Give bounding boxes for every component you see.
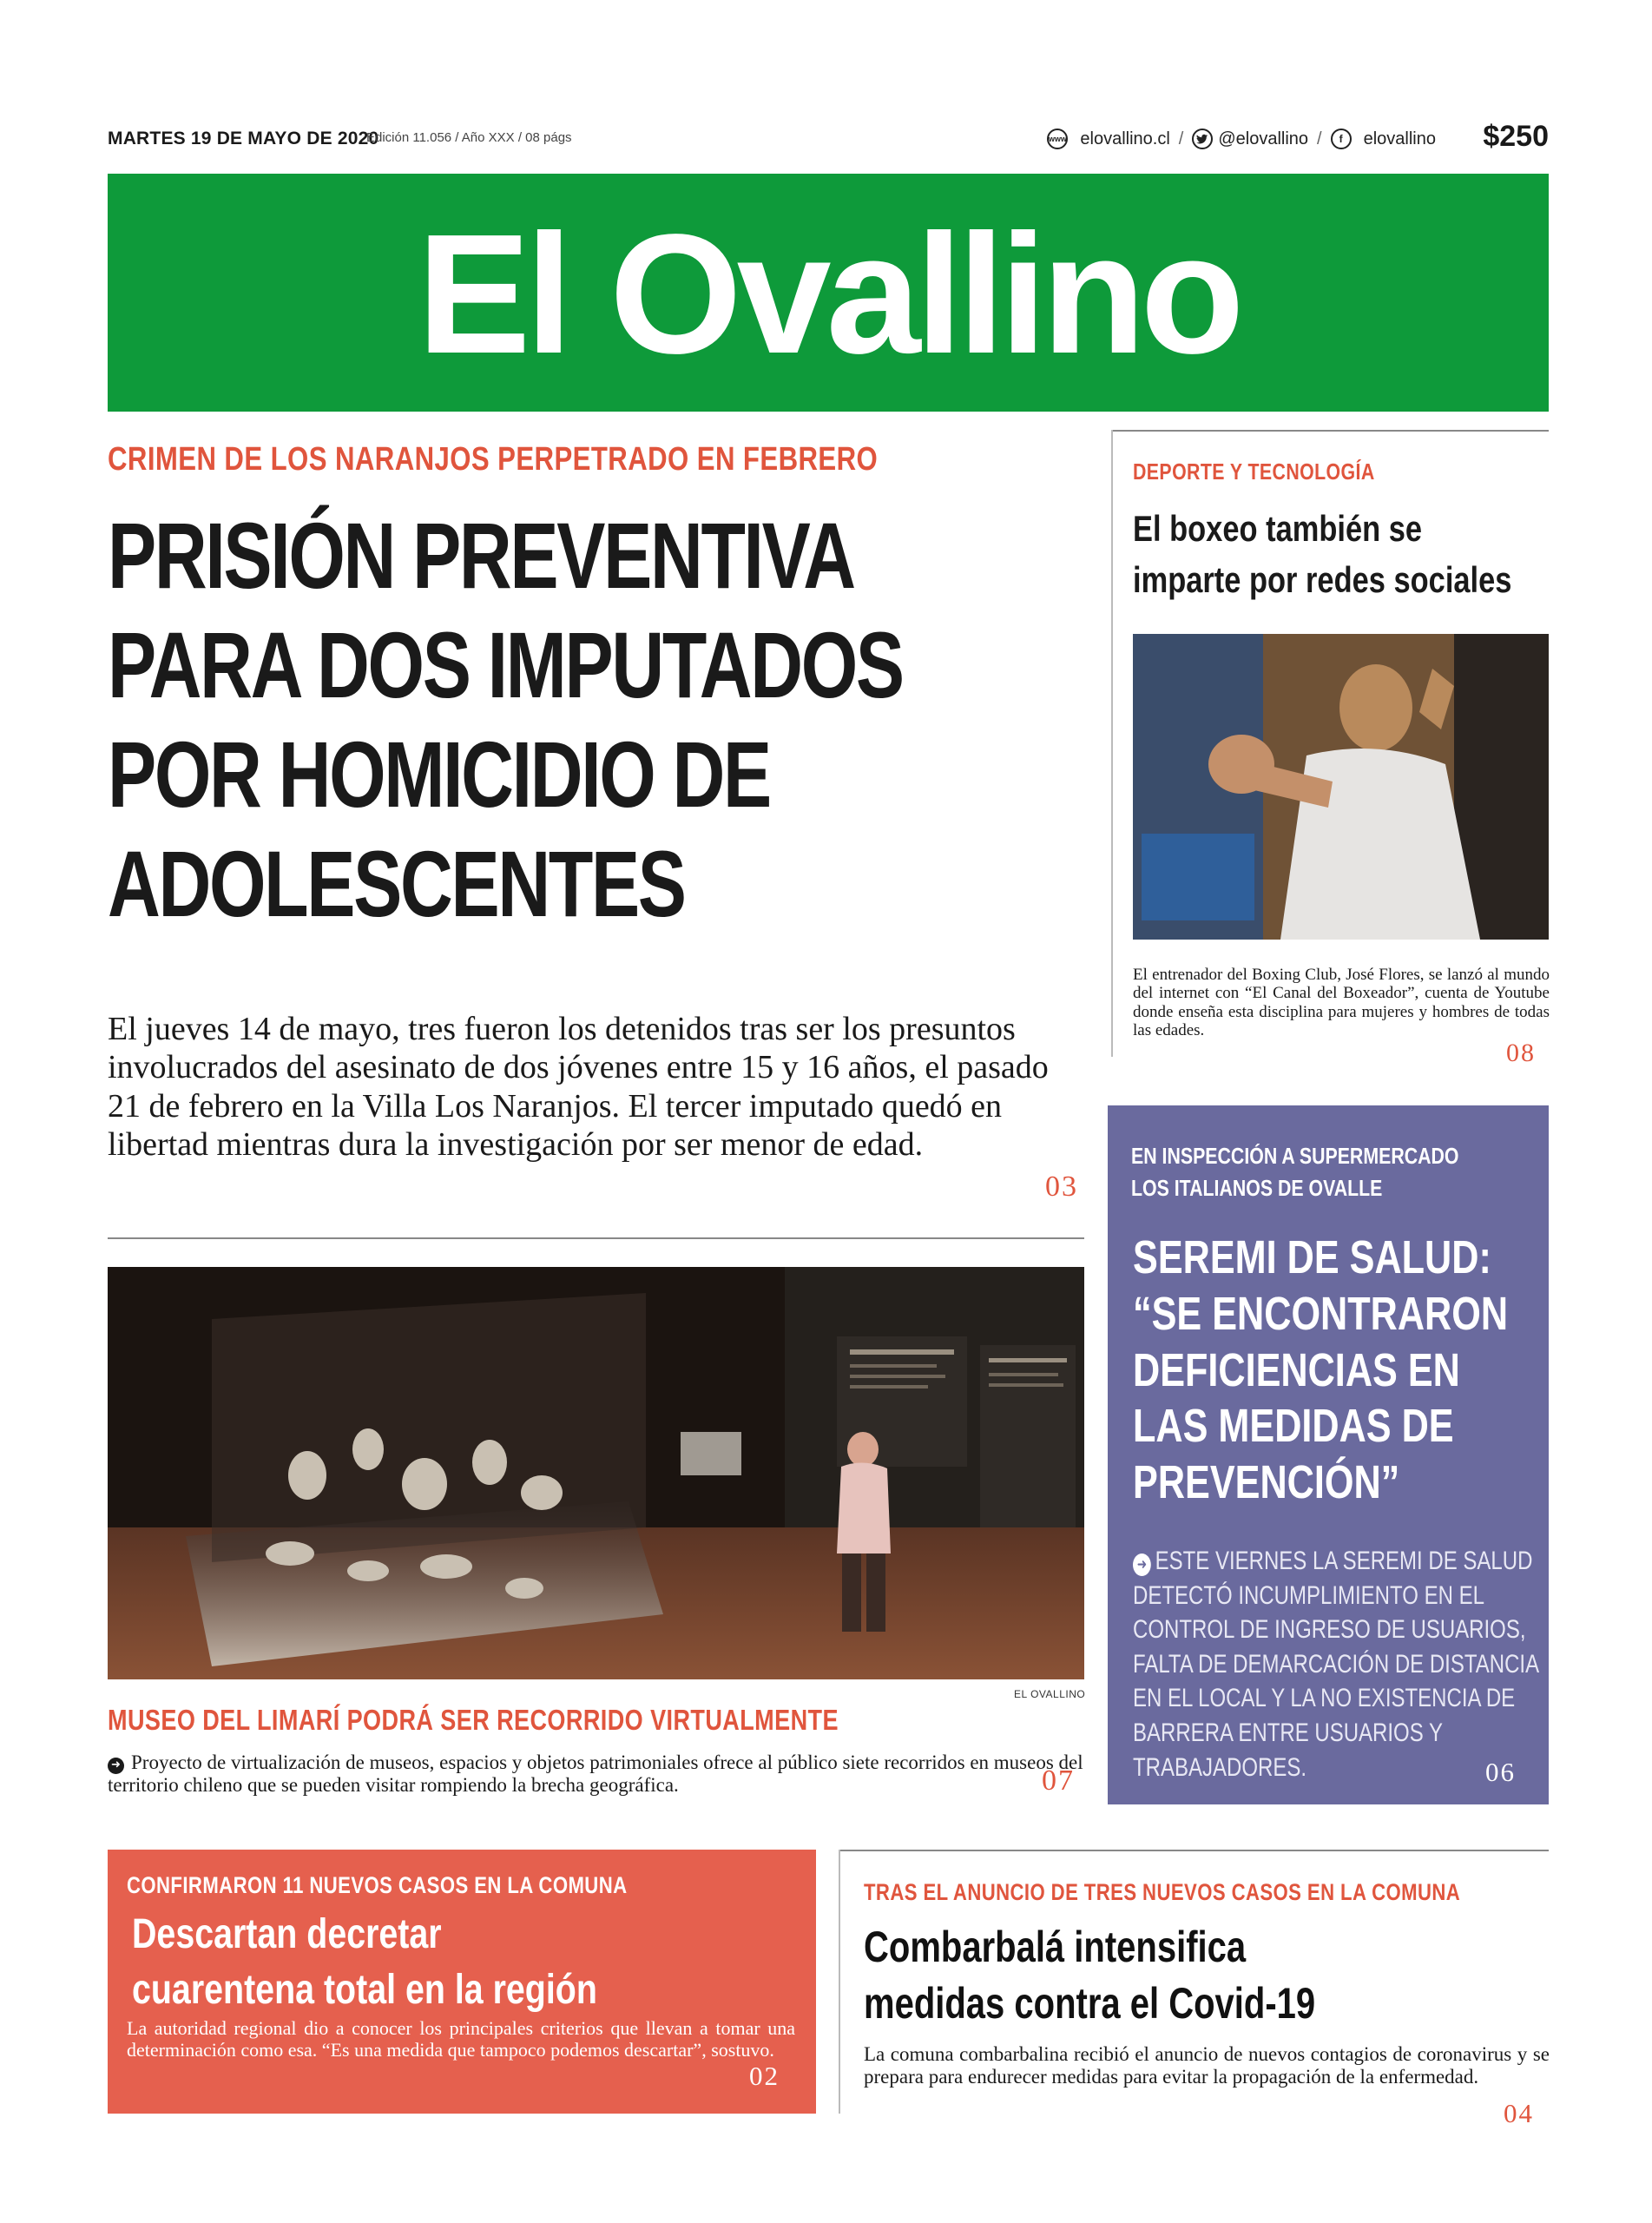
combarbala-kicker: TRAS EL ANUNCIO DE TRES NUEVOS CASOS EN LA COMUNA (864, 1879, 1461, 1905)
separator: / (1178, 129, 1184, 148)
boxing-page-ref[interactable]: 08 (1506, 1039, 1536, 1067)
headline-line: cuarentena total en la región (132, 1967, 597, 2014)
headline-line: DEFICIENCIAS EN (1133, 1343, 1460, 1396)
photo-credit: EL OVALLINO (1014, 1688, 1086, 1700)
headline-line: Combarbalá intensifica (864, 1923, 1247, 1971)
seremi-page-ref[interactable]: 06 (1485, 1757, 1516, 1787)
museum-page-ref[interactable]: 07 (1042, 1765, 1075, 1797)
seremi-kicker (1131, 1140, 1530, 1204)
headline-line: ADOLESCENTES (108, 831, 685, 936)
divider (1113, 430, 1549, 432)
website-link[interactable]: elovallino.cl (1080, 129, 1170, 148)
issue-date: MARTES 19 DE MAYO DE 2020 (108, 129, 379, 148)
separator: / (1317, 129, 1322, 148)
lead-kicker: CRIMEN DE LOS NARANJOS PERPETRADO EN FEBRERO (108, 441, 879, 478)
kicker-line: EN INSPECCIÓN A SUPERMERCADO (1131, 1143, 1459, 1169)
facebook-handle[interactable]: elovallino (1363, 129, 1436, 148)
boxing-kicker: DEPORTE Y TECNOLOGÍA (1133, 458, 1375, 485)
quarantine-body: La autoridad regional dio a conocer los principales criterios que llevan a tomar una determinación como esa. “Es una medida que tampoco podemos descartar”, sostuvo. (127, 2017, 795, 2061)
cover-price: $250 (1483, 120, 1549, 153)
boxing-photo (1133, 634, 1549, 940)
headline-line: medidas contra el Covid-19 (864, 1979, 1316, 2028)
globe-icon: www (1047, 129, 1068, 149)
headline-line: El boxeo también se (1133, 508, 1423, 549)
museum-body: Proyecto de virtualización de museos, espacios y objetos patrimoniales ofrece al público siete recorridos en museos del territorio chileno que se pueden visitar rompiendo la brecha geográfica. (108, 1751, 1083, 1796)
divider (1111, 430, 1113, 1057)
divider (108, 1237, 1084, 1239)
arrow-right-icon: ➜ (1133, 1553, 1151, 1576)
headline-line: PARA DOS IMPUTADOS (108, 612, 903, 717)
divider (840, 1850, 1549, 1851)
combarbala-body: La comuna combarbalina recibió el anuncio de nuevos contagios de coronavirus y se prepara para endurecer medidas para evitar la propagación de la enfermedad. (864, 2043, 1550, 2088)
seremi-headline[interactable] (1133, 1230, 1522, 1511)
social-links (1047, 129, 1436, 149)
lead-page-ref[interactable]: 03 (1045, 1171, 1078, 1203)
headline-line: SEREMI DE SALUD: (1133, 1231, 1491, 1283)
seremi-body: ESTE VIERNES LA SEREMI DE SALUD DETECTÓ INCUMPLIMIENTO EN EL CONTROL DE INGRESO DE USUARIOS, FALTA DE DEMARCACIÓN DE DISTANCIA EN EL LOCAL Y LA NO EXISTENCIA DE BARRERA ENTRE USUARIOS Y TRABAJADORES. (1133, 1547, 1538, 1782)
quarantine-headline[interactable] (132, 1907, 701, 2019)
lead-body: El jueves 14 de mayo, tres fueron los detenidos tras ser los presuntos involucrados del asesinato de dos jóvenes entre 15 y 16 años, el pasado 21 de febrero en la Villa Los Naranjos. El tercer imputado quedó en libertad mientras dura la investigación por ser menor de edad. (108, 1011, 1049, 1164)
newspaper-logo: El Ovallino (417, 199, 1240, 389)
facebook-icon: f (1331, 129, 1352, 149)
headline-line: PRISIÓN PREVENTIVA (108, 503, 854, 608)
museum-summary (108, 1751, 1089, 1797)
masthead-meta-bar (108, 120, 1549, 158)
combarbala-headline[interactable] (864, 1919, 1489, 2032)
kicker-line: LOS ITALIANOS DE OVALLE (1131, 1175, 1383, 1202)
arrow-right-icon: ➜ (108, 1758, 124, 1774)
divider (839, 1850, 840, 2114)
lead-headline[interactable] (108, 503, 1103, 947)
combarbala-page-ref[interactable]: 04 (1504, 2098, 1534, 2128)
quarantine-page-ref[interactable]: 02 (749, 2061, 780, 2091)
headline-line: POR HOMICIDIO DE (108, 722, 770, 827)
museum-kicker[interactable]: MUSEO DEL LIMARÍ PODRÁ SER RECORRIDO VIRTUALMENTE (108, 1704, 839, 1736)
headline-line: PREVENCIÓN” (1133, 1456, 1400, 1509)
masthead-banner (108, 174, 1549, 412)
twitter-icon (1192, 129, 1213, 149)
twitter-handle[interactable]: @elovallino (1218, 129, 1309, 148)
quarantine-kicker: CONFIRMARON 11 NUEVOS CASOS EN LA COMUNA (127, 1872, 628, 1898)
seremi-summary (1133, 1544, 1563, 1784)
headline-line: “SE ENCONTRARON (1133, 1287, 1509, 1340)
headline-line: LAS MEDIDAS DE (1133, 1400, 1454, 1453)
headline-line: Descartan decretar (132, 1911, 442, 1957)
museum-photo (108, 1267, 1084, 1679)
boxing-headline[interactable] (1133, 504, 1531, 606)
edition-info: Edición 11.056 / Año XXX / 08 págs (366, 130, 572, 145)
headline-line: imparte por redes sociales (1133, 558, 1512, 600)
boxing-caption: El entrenador del Boxing Club, José Flores, se lanzó al mundo del internet con “El Canal del Boxeador”, cuenta de Youtube donde enseña esta disciplina para mujeres y hombres de todas las edades. (1133, 966, 1550, 1040)
